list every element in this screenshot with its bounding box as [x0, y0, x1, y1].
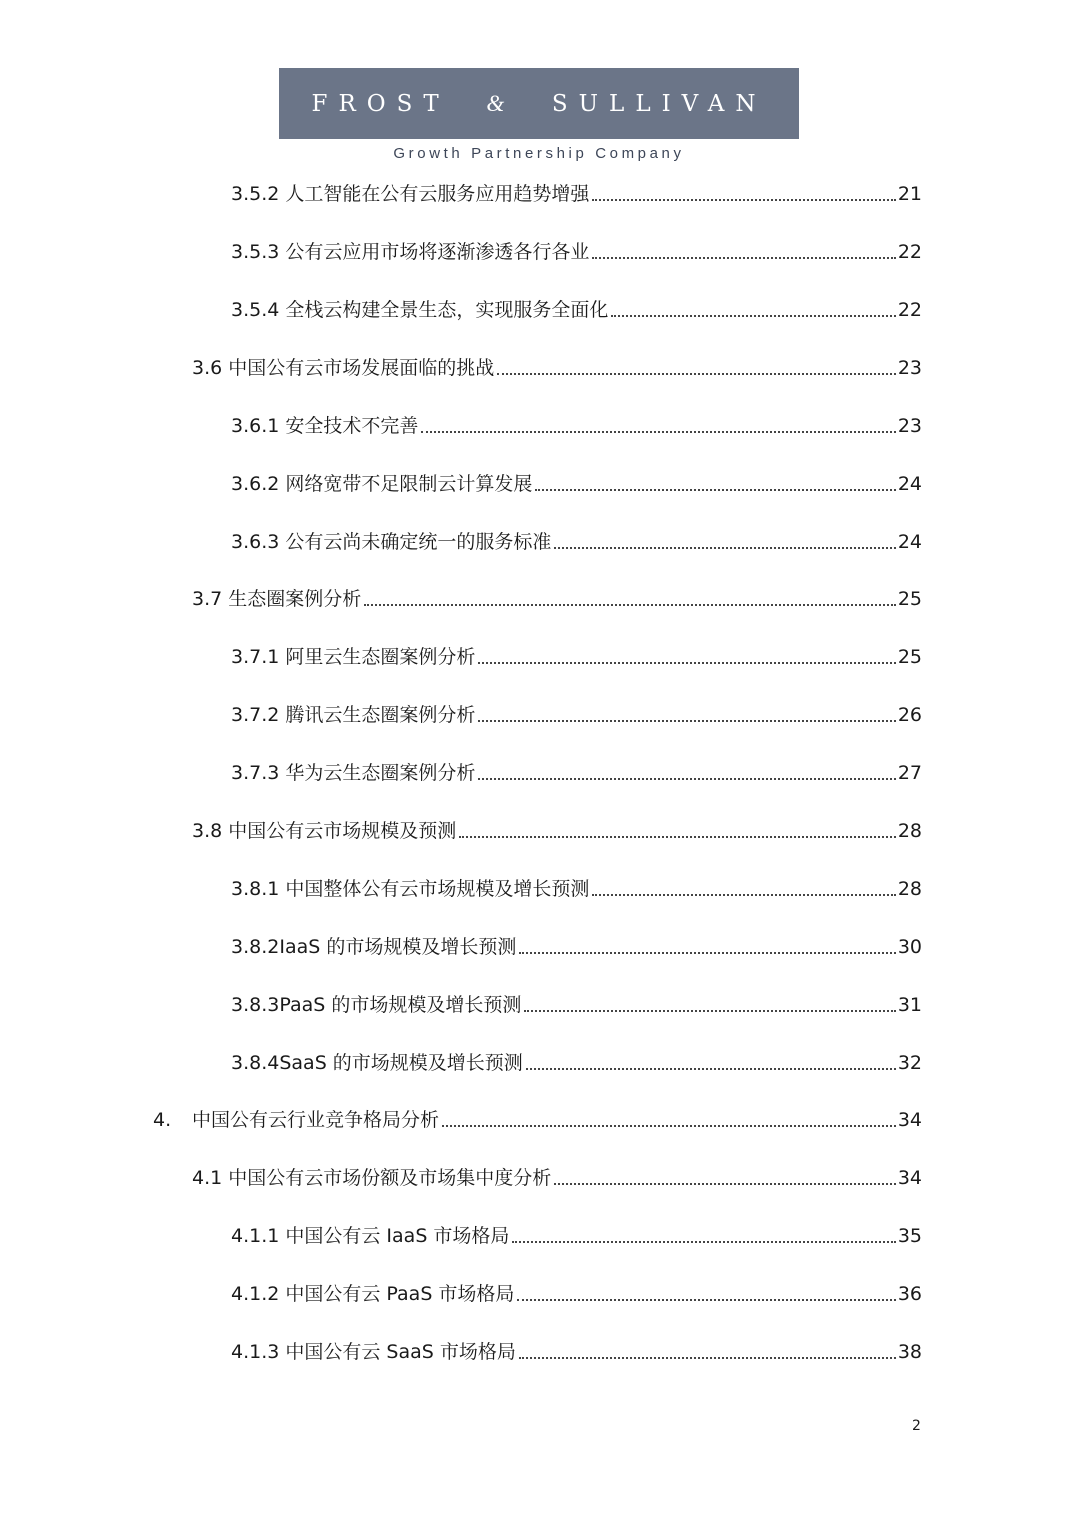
toc-entry-title: 3.8.4SaaS 的市场规模及增长预测 — [231, 1052, 523, 1074]
toc-entry-title: 3.7.2 腾讯云生态圈案例分析 — [231, 704, 476, 726]
toc-entry-page: 36 — [897, 1283, 922, 1305]
toc-entry[interactable] — [231, 932, 922, 962]
logo-word-frost: FROST — [311, 90, 450, 117]
toc-entry-title: 3.8.1 中国整体公有云市场规模及增长预测 — [231, 878, 590, 900]
toc-entry[interactable] — [231, 990, 922, 1020]
toc-entry[interactable] — [192, 816, 922, 846]
toc-dot-leader — [592, 893, 895, 896]
toc-entry[interactable] — [231, 527, 922, 557]
toc-dot-leader — [519, 1356, 896, 1359]
toc-dot-leader — [459, 835, 896, 838]
toc-entry[interactable] — [231, 179, 922, 209]
toc-entry[interactable] — [153, 1105, 922, 1135]
toc-entry-title: 4.1 中国公有云市场份额及市场集中度分析 — [192, 1167, 552, 1189]
toc-entry-title: 3.5.2 人工智能在公有云服务应用趋势增强 — [231, 183, 590, 205]
logo-word-sullivan: SULLIVAN — [551, 90, 767, 117]
toc-chapter-number: 4. — [153, 1109, 172, 1131]
toc-dot-leader — [554, 546, 895, 549]
toc-entry[interactable] — [231, 642, 922, 672]
toc-dot-leader — [592, 198, 895, 201]
toc-entry-page: 35 — [897, 1225, 922, 1247]
toc-entry-title: 3.5.3 公有云应用市场将逐渐渗透各行各业 — [231, 241, 590, 263]
toc-dot-leader — [592, 256, 895, 259]
toc-entry-page: 28 — [897, 878, 922, 900]
toc-entry-title: 3.8.3PaaS 的市场规模及增长预测 — [231, 994, 522, 1016]
toc-entry-page: 34 — [897, 1167, 922, 1189]
toc-entry-page: 38 — [897, 1341, 922, 1363]
toc-entry-page: 24 — [897, 531, 922, 553]
toc-entry[interactable] — [231, 469, 922, 499]
toc-entry[interactable] — [231, 1048, 922, 1078]
toc-dot-leader — [421, 430, 895, 433]
toc-entry[interactable] — [231, 237, 922, 267]
toc-entry-page: 24 — [897, 473, 922, 495]
toc-entry-title: 3.7 生态圈案例分析 — [192, 588, 362, 610]
toc-entry-page: 25 — [897, 588, 922, 610]
toc-entry[interactable] — [231, 411, 922, 441]
toc-entry[interactable] — [231, 1221, 922, 1251]
toc-dot-leader — [497, 372, 896, 375]
report-header — [279, 68, 799, 162]
toc-entry-page: 30 — [897, 936, 922, 958]
toc-entry-title: 3.5.4 全栈云构建全景生态，实现服务全面化 — [231, 299, 609, 321]
toc-entry-page: 27 — [897, 762, 922, 784]
toc-entry[interactable] — [192, 353, 922, 383]
toc-dot-leader — [526, 1067, 896, 1070]
toc-entry[interactable] — [192, 584, 922, 614]
toc-dot-leader — [611, 314, 895, 317]
toc-entry-title: 中国公有云行业竞争格局分析 — [192, 1109, 440, 1131]
toc-dot-leader — [512, 1240, 895, 1243]
toc-entry-title: 4.1.3 中国公有云 SaaS 市场格局 — [231, 1341, 516, 1363]
logo-ampersand: & — [486, 90, 516, 116]
toc-entry-page: 26 — [897, 704, 922, 726]
toc-dot-leader — [364, 603, 896, 606]
toc-entry[interactable] — [231, 1337, 922, 1367]
toc-entry-page: 23 — [897, 415, 922, 437]
toc-entry-title: 3.7.3 华为云生态圈案例分析 — [231, 762, 476, 784]
toc-dot-leader — [519, 951, 895, 954]
toc-entry-title: 4.1.2 中国公有云 PaaS 市场格局 — [231, 1283, 515, 1305]
toc-dot-leader — [524, 1009, 895, 1012]
toc-entry-title: 3.7.1 阿里云生态圈案例分析 — [231, 646, 476, 668]
toc-dot-leader — [517, 1298, 895, 1301]
logo-wordmark — [312, 91, 767, 117]
toc-entry[interactable] — [231, 295, 922, 325]
toc-entry[interactable] — [231, 874, 922, 904]
frost-sullivan-logo — [279, 68, 799, 139]
toc-entry-page: 21 — [897, 183, 922, 205]
toc-dot-leader — [554, 1182, 896, 1185]
toc-entry-page: 22 — [897, 241, 922, 263]
toc-entry-page: 22 — [897, 299, 922, 321]
toc-dot-leader — [442, 1124, 896, 1127]
toc-entry-title: 3.6 中国公有云市场发展面临的挑战 — [192, 357, 495, 379]
toc-entry-page: 23 — [897, 357, 922, 379]
toc-entry-page: 28 — [897, 820, 922, 842]
toc-dot-leader — [478, 719, 895, 722]
toc-entry-title: 3.6.3 公有云尚未确定统一的服务标准 — [231, 531, 552, 553]
toc-entry-title: 3.6.2 网络宽带不足限制云计算发展 — [231, 473, 533, 495]
toc-dot-leader — [478, 777, 895, 780]
toc-entry[interactable] — [231, 1279, 922, 1309]
toc-entry-page: 25 — [897, 646, 922, 668]
toc-entry-title: 3.6.1 安全技术不完善 — [231, 415, 419, 437]
toc-entry[interactable] — [231, 700, 922, 730]
toc-entry-page: 34 — [897, 1109, 922, 1131]
logo-tagline: Growth Partnership Company — [393, 145, 685, 162]
toc-entry-page: 31 — [897, 994, 922, 1016]
toc-entry-page: 32 — [897, 1052, 922, 1074]
page-number: 2 — [912, 1418, 921, 1434]
toc-entry-title: 4.1.1 中国公有云 IaaS 市场格局 — [231, 1225, 510, 1247]
toc-dot-leader — [478, 661, 895, 664]
toc-dot-leader — [535, 488, 895, 491]
toc-entry-title: 3.8 中国公有云市场规模及预测 — [192, 820, 457, 842]
toc-entry-title: 3.8.2IaaS 的市场规模及增长预测 — [231, 936, 517, 958]
toc-entry[interactable] — [231, 758, 922, 788]
toc-entry[interactable] — [192, 1163, 922, 1193]
